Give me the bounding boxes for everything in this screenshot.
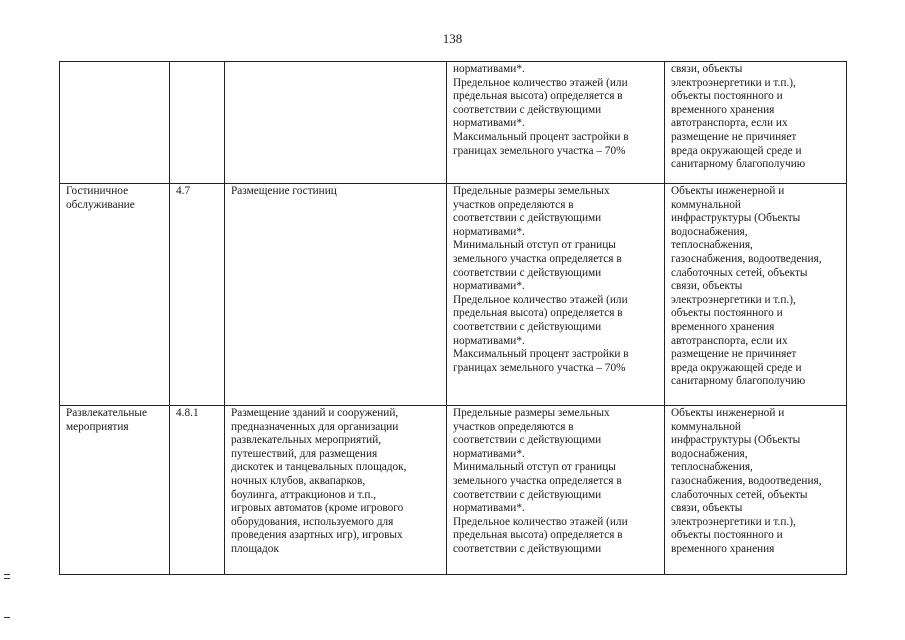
use-type-name-cell — [60, 62, 170, 184]
cell-text-line: электроэнергетики и т.п.), — [671, 515, 796, 528]
use-type-code-cell — [170, 62, 225, 184]
cell-text-line: соответствии с действующими — [453, 212, 602, 225]
cell-text-line: газоснабжения, водоотведения, — [671, 252, 822, 265]
cell-text-line: соответствии с действующими — [453, 103, 602, 116]
cell-text-line: нормативами*. — [453, 447, 525, 460]
cell-text-line: коммунальной — [671, 420, 741, 433]
cell-text-line: нормативами*. — [453, 117, 525, 130]
cell-text-line: соответствии с действующими — [453, 266, 602, 279]
cell-text-line: теплоснабжения, — [671, 239, 753, 252]
cell-text-line: газоснабжения, водоотведения, — [671, 474, 822, 487]
cell-text-line: путешествий, для размещения — [231, 447, 378, 460]
cell-text-line: предельная высота) определяется в — [453, 90, 623, 103]
cell-text-line: коммунальной — [671, 198, 741, 211]
use-description-cell — [225, 62, 447, 184]
table-row — [60, 62, 847, 184]
use-description-cell — [225, 184, 447, 406]
cell-text-line: Предельные размеры земельных — [453, 185, 610, 197]
binding-mark — [4, 578, 10, 579]
cell-text-line: границах земельного участка – 70% — [453, 361, 626, 374]
cell-text-line: дискотек и танцевальных площадок, — [231, 461, 407, 474]
cell-text-line: связи, объекты — [671, 63, 743, 75]
binding-mark — [4, 574, 10, 575]
cell-text-line: Гостиничное — [66, 185, 129, 197]
cell-text-line: земельного участка определяется в — [453, 252, 622, 265]
cell-text-line: нормативами*. — [453, 63, 525, 75]
cell-text-line: Объекты инженерной и — [671, 185, 785, 197]
cell-text-line: ночных клубов, аквапарков, — [231, 474, 366, 487]
cell-text-line: слаботочных сетей, объекты — [671, 266, 808, 279]
cell-text-line: инфраструктуры (Объекты — [671, 212, 801, 225]
use-type-code-cell: 4.7 — [170, 184, 225, 406]
cell-text-line: объекты постоянного и — [671, 529, 783, 542]
cell-text-line: нормативами*. — [453, 280, 525, 293]
cell-text-line: водоснабжения, — [671, 447, 748, 460]
cell-text-line: боулинга, аттракционов и т.п., — [231, 488, 377, 501]
cell-text-line: санитарному благополучию — [671, 158, 806, 171]
cell-text-line: Предельное количество этажей (или — [453, 76, 628, 89]
cell-text-line: Предельное количество этажей (или — [453, 293, 628, 306]
binding-mark — [4, 617, 10, 618]
cell-text-line: объекты постоянного и — [671, 307, 783, 320]
cell-text-line: связи, объекты — [671, 502, 743, 515]
cell-text-line: нормативами*. — [453, 225, 525, 238]
cell-text-line: соответствии с действующими — [453, 542, 602, 555]
table-row — [60, 184, 847, 406]
cell-text-line: временного хранения — [671, 542, 775, 555]
cell-text-line: электроэнергетики и т.п.), — [671, 293, 796, 306]
building-parameters-cell — [447, 406, 665, 575]
cell-text-line: проведения азартных игр), игровых — [231, 529, 403, 542]
cell-text-line: размещение не причиняет — [671, 130, 797, 143]
page-number: 138 — [442, 31, 463, 46]
cell-text-line: размещение не причиняет — [671, 348, 797, 361]
use-type-code-cell: 4.8.1 — [170, 406, 225, 575]
cell-text-line: автотранспорта, если их — [671, 117, 788, 130]
cell-text-line: Максимальный процент застройки в — [453, 130, 629, 143]
cell-text-line: развлекательных мероприятий, — [231, 434, 382, 447]
cell-text-line: водоснабжения, — [671, 225, 748, 238]
cell-text-line: санитарному благополучию — [671, 375, 806, 388]
cell-text-line: предельная высота) определяется в — [453, 529, 623, 542]
cell-text-line: Минимальный отступ от границы — [453, 239, 616, 252]
cell-text-line: нормативами*. — [453, 334, 525, 347]
auxiliary-objects-cell — [665, 406, 847, 575]
cell-text-line: Максимальный процент застройки в — [453, 348, 629, 361]
cell-text-line: участков определяются в — [453, 198, 574, 211]
building-parameters-cell — [447, 62, 665, 184]
cell-text-line: оборудования, используемого для — [231, 515, 394, 528]
auxiliary-objects-cell — [665, 62, 847, 184]
cell-text-line: инфраструктуры (Объекты — [671, 434, 801, 447]
use-type-name-cell — [60, 406, 170, 575]
cell-text-line: мероприятия — [66, 420, 129, 433]
cell-text-line: Размещение зданий и сооружений, — [231, 407, 399, 419]
cell-text-line: временного хранения — [671, 320, 775, 333]
use-type-name-cell — [60, 184, 170, 406]
cell-text-line: предельная высота) определяется в — [453, 307, 623, 320]
cell-text-line: Минимальный отступ от границы — [453, 461, 616, 474]
auxiliary-objects-cell — [665, 184, 847, 406]
table-row — [60, 406, 847, 575]
cell-text-line: соответствии с действующими — [453, 320, 602, 333]
cell-text-line: электроэнергетики и т.п.), — [671, 76, 796, 89]
cell-text-line: земельного участка определяется в — [453, 474, 622, 487]
cell-text-line: слаботочных сетей, объекты — [671, 488, 808, 501]
cell-text-line: вреда окружающей среде и — [671, 361, 802, 374]
building-parameters-cell — [447, 184, 665, 406]
cell-text-line: обслуживание — [66, 198, 135, 211]
cell-text-line: игровых автоматов (кроме игрового — [231, 502, 404, 515]
cell-text-line: временного хранения — [671, 103, 775, 116]
cell-text-line: связи, объекты — [671, 280, 743, 293]
cell-text-line: автотранспорта, если их — [671, 334, 788, 347]
use-description-cell — [225, 406, 447, 575]
cell-text-line: Предельное количество этажей (или — [453, 515, 628, 528]
cell-text-line: Развлекательные — [66, 407, 148, 419]
cell-text-line: нормативами*. — [453, 502, 525, 515]
land-use-regulations-table — [59, 61, 847, 575]
cell-text-line: соответствии с действующими — [453, 488, 602, 501]
cell-text-line: вреда окружающей среде и — [671, 144, 802, 157]
cell-text-line: Предельные размеры земельных — [453, 407, 610, 419]
cell-text-line: теплоснабжения, — [671, 461, 753, 474]
cell-text-line: Объекты инженерной и — [671, 407, 785, 419]
cell-text-line: соответствии с действующими — [453, 434, 602, 447]
cell-text-line: предназначенных для организации — [231, 420, 399, 433]
cell-text-line: площадок — [231, 542, 279, 555]
cell-text-line: объекты постоянного и — [671, 90, 783, 103]
cell-text-line: участков определяются в — [453, 420, 574, 433]
cell-text-line: границах земельного участка – 70% — [453, 144, 626, 157]
cell-text-line: Размещение гостиниц — [231, 185, 337, 197]
